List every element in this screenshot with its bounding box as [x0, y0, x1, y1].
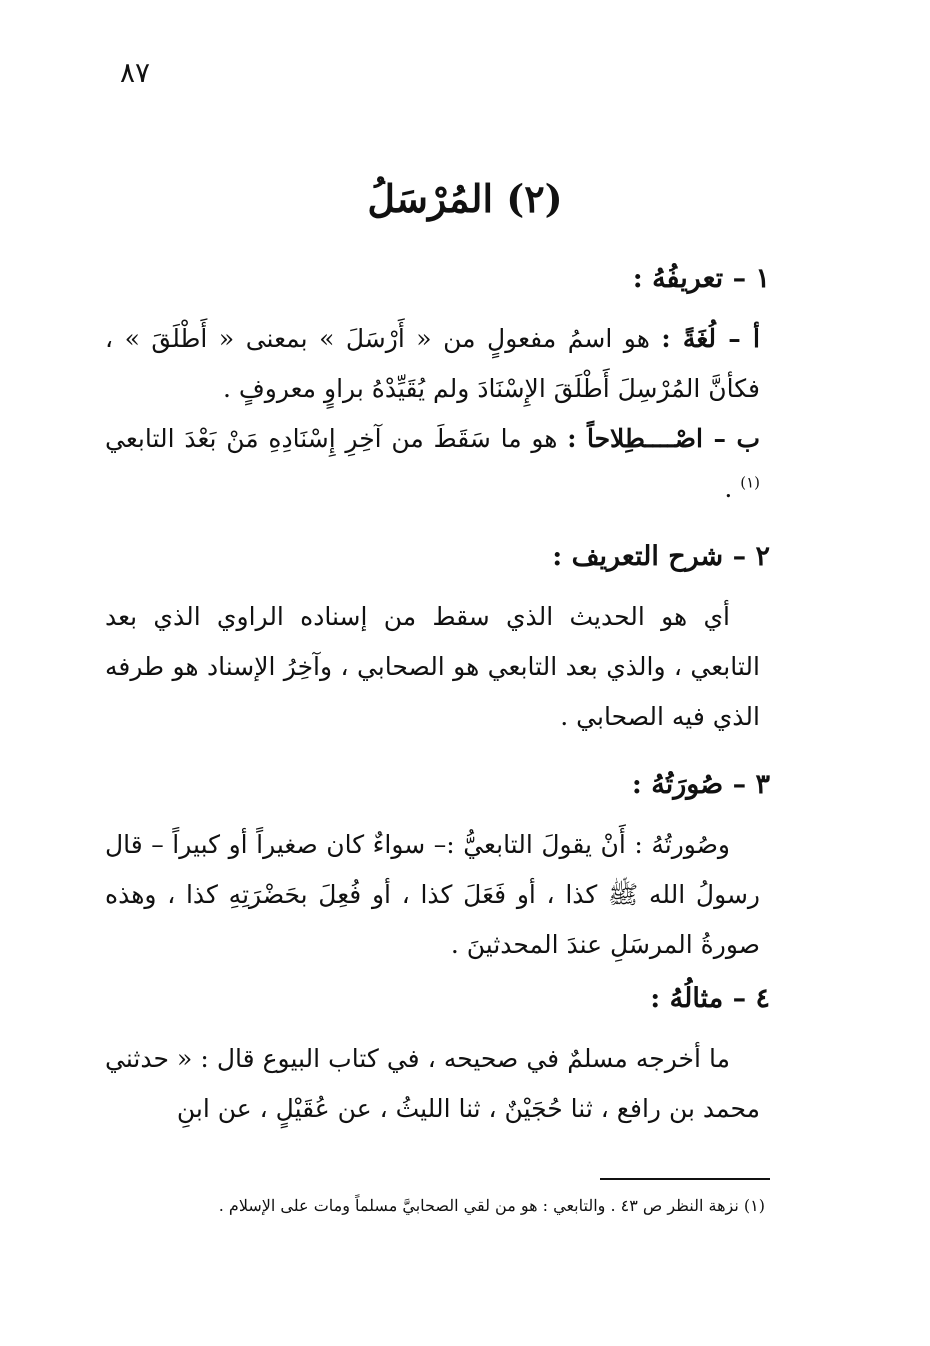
section-3-heading: ٣ – صُورَتُهُ : — [631, 769, 770, 800]
section-3-text: وصُورتُهُ : أَنْ يقولَ التابعيُّ :– سواءٌ كان صغيراً أو كبيراً – قال رسولُ الله ﷺ كذا ، أو فَعَلَ كذا ، أو فُعِلَ بحَضْرَتِهِ كذا ، وهذه صورةُ المرسَلِ عندَ المحدثينَ . — [105, 830, 760, 959]
chapter-title: (٢) المُرْسَلُ — [367, 176, 563, 221]
section-2-text: أي هو الحديث الذي سقط من إسناده الراوي الذي بعد التابعي ، والذي بعد التابعي هو الصحابي ، وآخِرُ الإسناد هو طرفه الذي فيه الصحابي . — [105, 602, 760, 731]
section-4-heading: ٤ – مثالُهُ : — [650, 983, 770, 1014]
section-2-heading: ٢ – شرح التعريف : — [552, 541, 770, 572]
main-content — [105, 250, 770, 1134]
footnote-reference: (١) — [740, 473, 760, 492]
section-1-heading: ١ – تعريفُهُ : — [632, 263, 770, 294]
footnote: (١) نزهة النظر ص ٤٣ . والتابعي : هو من لقي الصحابيَّ مسلماً ومات على الإسلام . — [218, 1196, 765, 1215]
section-4-text: ما أخرجه مسلمٌ في صحيحه ، في كتاب البيوع قال : « حدثني محمد بن رافع ، ثنا حُجَيْنٌ ، ثنا الليثُ ، عن عُقَيْلٍ ، عن ابنِ — [105, 1044, 760, 1123]
definition-linguistic-text: هو اسمُ مفعولٍ من « أَرْسَلَ » بمعنى « أَطْلَقَ » ، فكأنَّ المُرْسِلَ أَطْلَقَ الإِسْنَادَ ولم يُقَيِّدْهُ براوٍ معروفٍ . — [105, 324, 760, 403]
definition-technical — [105, 414, 760, 514]
definition-technical-label: ب – اصْــــطِلاحاً : — [567, 424, 761, 453]
page-number: ٨٧ — [120, 56, 151, 89]
definition-technical-text: هو ما سَقَطَ من آخِرِ إِسْنَادِهِ مَنْ بَعْدَ التابعي — [105, 424, 558, 453]
definition-linguistic — [105, 314, 760, 414]
footnote-divider — [600, 1178, 770, 1180]
definition-linguistic-label: أ – لُغَةً : — [661, 324, 760, 353]
definition-technical-end: . — [724, 474, 733, 503]
